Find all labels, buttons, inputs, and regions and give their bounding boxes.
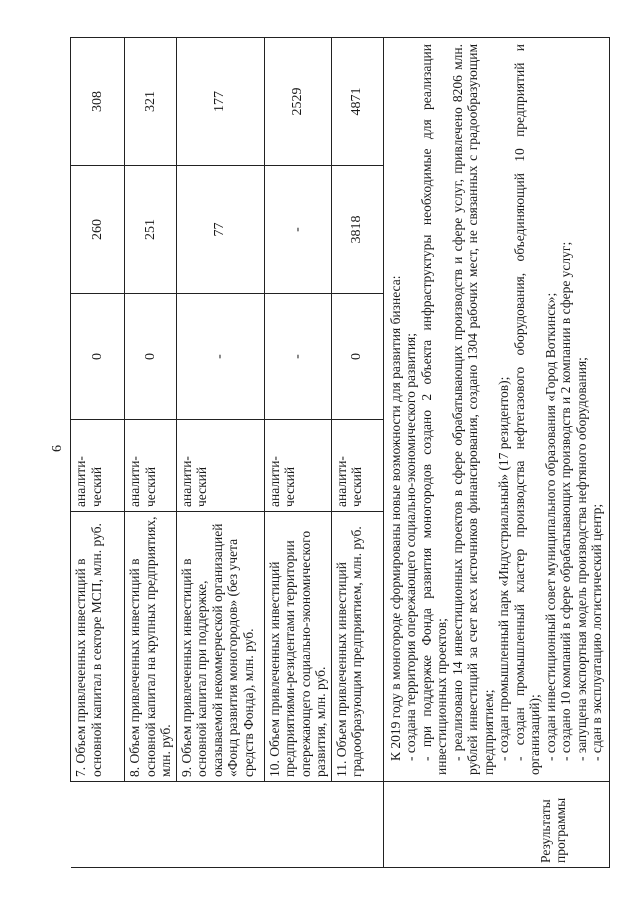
value-cell: 4871 bbox=[331, 38, 383, 166]
value-cell: 0 bbox=[125, 294, 177, 420]
value-cell: - bbox=[264, 166, 331, 294]
results-item: - создано 10 компаний в сфере обрабатывающих производств и 2 компании в сфере услуг; bbox=[558, 241, 573, 761]
value-cell: 0 bbox=[331, 294, 383, 420]
table-row bbox=[331, 38, 383, 868]
value-cell: 77 bbox=[176, 166, 264, 294]
method-cell: аналити-ческий bbox=[331, 420, 383, 512]
table-row bbox=[264, 38, 331, 868]
value-cell: 2529 bbox=[264, 38, 331, 166]
indicator-cell: 8. Объем привлеченных инвестиций в основной капитал на крупных предприятиях, млн. руб. bbox=[125, 512, 177, 782]
indicator-cell: 11. Объем привлеченных инвестиций градообразующим предприятием, млн. руб. bbox=[331, 512, 383, 782]
value-cell: 308 bbox=[71, 38, 125, 166]
results-item: - создан промышленный парк «Индустриальный» (17 резидентов); bbox=[496, 376, 511, 761]
results-intro: К 2019 году в моногороде сформированы новые возможности для развития бизнеса: bbox=[387, 275, 403, 761]
rotated-sheet bbox=[70, 38, 635, 868]
value-cell: 177 bbox=[176, 38, 264, 166]
value-cell: 260 bbox=[71, 166, 125, 294]
page-number: 6 bbox=[50, 445, 65, 452]
results-item: - создан инвестиционный совет муниципального образования «Город Воткинск»; bbox=[542, 292, 558, 761]
results-label: Результаты программы bbox=[383, 782, 609, 868]
indicator-cell: 10. Объем привлеченных инвестиций предприятиями-резидентами территории опережающего социально-экономического развития, млн. руб. bbox=[264, 512, 331, 782]
indicator-cell: 9. Объем привлеченных инвестиций в основной капитал при поддержке, оказываемой некоммерческой организацией «Фонд развития моногородов» (без учета средств Фонда), млн. руб. bbox=[176, 512, 264, 782]
results-text bbox=[383, 38, 609, 782]
table-row bbox=[176, 38, 264, 868]
results-item: - запущена экспортная модель производства нефтяного оборудования; bbox=[573, 357, 589, 761]
indicator-cell: 7. Объем привлеченных инвестиций в основной капитал в секторе МСП, млн. руб. bbox=[71, 512, 125, 782]
value-cell: 321 bbox=[125, 38, 177, 166]
results-item: - при поддержке Фонда развития моногородов создано 2 объекта инфраструктуры необходимые для реализации инвестиционных проектов; bbox=[418, 44, 449, 775]
value-cell: - bbox=[264, 294, 331, 420]
table-row bbox=[125, 38, 177, 868]
method-cell: аналити-ческий bbox=[176, 420, 264, 512]
value-cell: - bbox=[176, 294, 264, 420]
value-cell: 251 bbox=[125, 166, 177, 294]
results-item: - создана территория опережающего социально-экономического развития; bbox=[403, 332, 418, 761]
empty-label-cell bbox=[71, 782, 384, 868]
method-cell: аналити-ческий bbox=[264, 420, 331, 512]
method-cell: аналити-ческий bbox=[125, 420, 177, 512]
table-row bbox=[71, 38, 125, 868]
results-item: - создан промышленный кластер производства нефтегазового оборудования, объединяющий 10 предприятий и организаций); bbox=[511, 44, 542, 775]
value-cell: 0 bbox=[71, 294, 125, 420]
results-item: - реализовано 14 инвестиционных проектов в сфере обрабатывающих производств и сфере услуг, привлечено 8206 млн. рублей инвестиций за счет всех источников финансирования, создано 1304 рабочих мест, не связанных с градообразующим предприятием; bbox=[449, 44, 496, 775]
value-cell: 3818 bbox=[331, 166, 383, 294]
indicators-table bbox=[70, 37, 610, 868]
method-cell: аналити-ческий bbox=[71, 420, 125, 512]
results-item: - сдан в эксплуатацию логистический центр; bbox=[589, 503, 604, 761]
results-row bbox=[383, 38, 609, 868]
